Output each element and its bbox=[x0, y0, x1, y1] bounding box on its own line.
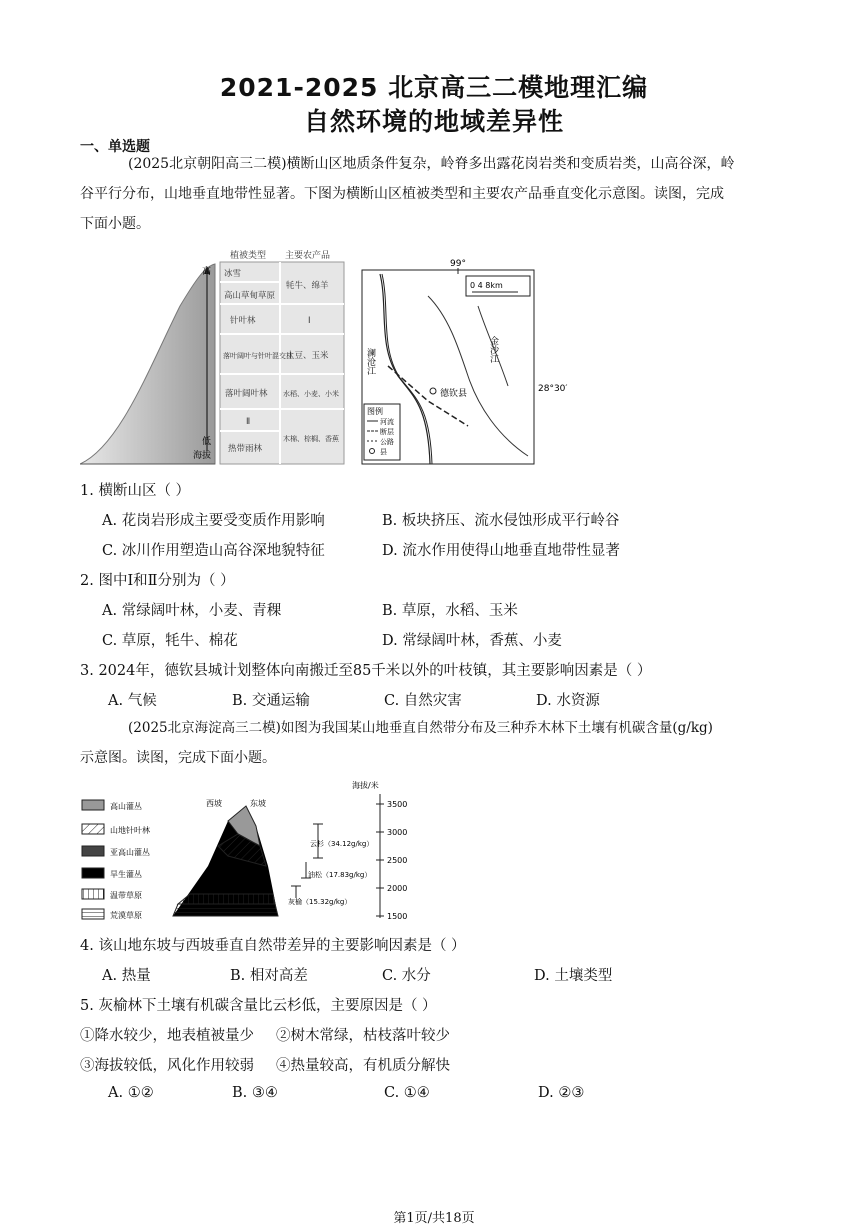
q5-statement-1: ①降水较少，地表植被量少 bbox=[80, 1028, 254, 1044]
tick-3500: 3500 bbox=[387, 800, 408, 809]
tree-spruce: 云杉（34.12g/kg） bbox=[310, 840, 374, 848]
q5-statement-3: ③海拔较低，风化作用较弱 bbox=[80, 1058, 254, 1074]
east-slope-label: 东坡 bbox=[250, 799, 266, 808]
q3-option-d[interactable]: D. 水资源 bbox=[536, 693, 600, 709]
q2-option-d[interactable]: D. 常绿阔叶林，香蕉、小麦 bbox=[382, 633, 562, 649]
map-river2: 金沙江 bbox=[488, 336, 498, 363]
q1-option-a[interactable]: A. 花岗岩形成主要受变质作用影响 bbox=[102, 513, 325, 529]
legend-conifer: 山地针叶林 bbox=[110, 826, 150, 835]
fig1-header-prod: 主要农产品 bbox=[285, 251, 331, 261]
legend-xeric-shrub: 旱生灌丛 bbox=[110, 870, 142, 879]
legend-alpine-shrub: 高山灌丛 bbox=[110, 802, 142, 811]
intro2-line2: 示意图。读图，完成下面小题。 bbox=[80, 750, 276, 766]
q3-stem: 3. 2024年，德钦县城计划整体向南搬迁至85千米以外的叶枝镇，其主要影响因素是（ ） bbox=[80, 663, 652, 679]
q3-option-c[interactable]: C. 自然灾害 bbox=[384, 693, 462, 709]
fig1-header-veg: 植被类型 bbox=[230, 251, 267, 261]
altitude-axis bbox=[276, 778, 416, 924]
tick-3000: 3000 bbox=[387, 828, 408, 837]
intro2-line1: (2025北京海淀高三二模)如图为我国某山地垂直自然带分布及三种乔木林下土壤有机碳含量(g/kg) bbox=[128, 720, 713, 736]
q1-stem: 1. 横断山区（ ） bbox=[80, 483, 191, 499]
q4-option-b[interactable]: B. 相对高差 bbox=[230, 968, 308, 984]
fig1-row2-prod: 牦牛、绵羊 bbox=[286, 281, 329, 291]
fig1-row3-veg: 针叶林 bbox=[230, 316, 256, 326]
q3-option-a[interactable]: A. 气候 bbox=[108, 693, 157, 709]
fig1-row6-veg: Ⅱ bbox=[246, 417, 251, 427]
q5-option-c[interactable]: C. ①④ bbox=[384, 1085, 430, 1101]
intro1-line1: (2025北京朝阳高三二模)横断山区地质条件复杂，岭脊多出露花岗岩类和变质岩类，山高谷深，岭 bbox=[128, 156, 735, 172]
q2-stem: 2. 图中Ⅰ和Ⅱ分别为（ ） bbox=[80, 573, 235, 589]
legend-subalpine-shrub: 亚高山灌丛 bbox=[110, 848, 150, 857]
q1-option-d[interactable]: D. 流水作用使得山地垂直地带性显著 bbox=[382, 543, 620, 559]
q4-option-d[interactable]: D. 土壤类型 bbox=[534, 968, 613, 984]
tick-2500: 2500 bbox=[387, 856, 408, 865]
intro1-line2: 谷平行分布，山地垂直地带性显著。下图为横断山区植被类型和主要农产品垂直变化示意图。读图，完成 bbox=[80, 186, 724, 202]
intro1-line3: 下面小题。 bbox=[80, 216, 150, 232]
page-subtitle: 自然环境的地域差异性 bbox=[303, 107, 564, 136]
fig1-row7-prod: 木棉、棕榈、香蕉 bbox=[283, 435, 339, 443]
fig1-row5-veg: 落叶阔叶林 bbox=[225, 389, 268, 399]
fig1-row2-veg: 高山草甸草原 bbox=[224, 291, 276, 301]
q5-option-d[interactable]: D. ②③ bbox=[538, 1085, 585, 1101]
vegetation-profile-figure bbox=[80, 246, 350, 466]
fig1-row7-veg: 热带雨林 bbox=[228, 444, 263, 454]
fig1-row1-veg: 冰雪 bbox=[224, 269, 242, 279]
tick-1500: 1500 bbox=[387, 912, 408, 921]
q5-option-b[interactable]: B. ③④ bbox=[232, 1085, 278, 1101]
q2-option-c[interactable]: C. 草原，牦牛、棉花 bbox=[102, 633, 238, 649]
fig1-row5-prod: 水稻、小麦、小米 bbox=[283, 390, 339, 398]
fig1-row3-prod: Ⅰ bbox=[308, 316, 311, 326]
map-river1: 澜沧江 bbox=[365, 348, 375, 375]
section-heading: 一、单选题 bbox=[80, 139, 150, 155]
q2-option-b[interactable]: B. 草原，水稻、玉米 bbox=[382, 603, 518, 619]
legend-temperate-steppe: 温带草原 bbox=[110, 891, 142, 900]
q5-statement-2: ②树木常绿，枯枝落叶较少 bbox=[276, 1028, 450, 1044]
q5-statement-4: ④热量较高，有机质分解快 bbox=[276, 1058, 450, 1074]
map-legend-road: 公路 bbox=[380, 438, 394, 446]
q4-stem: 4. 该山地东坡与西坡垂直自然带差异的主要影响因素是（ ） bbox=[80, 938, 466, 954]
fig1-axis-low: 低 bbox=[202, 437, 212, 447]
map-legend-river: 河流 bbox=[380, 418, 394, 426]
west-slope-label: 西坡 bbox=[206, 799, 222, 808]
map-latitude: 28°30′ bbox=[538, 384, 568, 394]
tick-2000: 2000 bbox=[387, 884, 408, 893]
q3-option-b[interactable]: B. 交通运输 bbox=[232, 693, 310, 709]
q5-stem: 5. 灰榆林下土壤有机碳含量比云杉低，主要原因是（ ） bbox=[80, 998, 437, 1014]
q5-option-a[interactable]: A. ①② bbox=[108, 1085, 154, 1101]
hengduan-map-figure bbox=[358, 256, 578, 466]
map-scale: 0 4 8km bbox=[470, 281, 503, 290]
fig1-row4-veg: 落叶阔叶与针叶混交林 bbox=[223, 352, 293, 360]
altitude-axis-title: 海拔/米 bbox=[352, 781, 379, 790]
map-legend-fault: 断层 bbox=[380, 428, 394, 436]
q1-option-c[interactable]: C. 冰川作用塑造山高谷深地貌特征 bbox=[102, 543, 325, 559]
q1-option-b[interactable]: B. 板块挤压、流水侵蚀形成平行岭谷 bbox=[382, 513, 620, 529]
map-longitude: 99° bbox=[450, 259, 466, 269]
q2-option-a[interactable]: A. 常绿阔叶林，小麦、青稞 bbox=[102, 603, 282, 619]
fig1-axis-low2: 海拔 bbox=[193, 451, 212, 461]
fig1-row4-prod: 土豆、玉米 bbox=[286, 351, 329, 361]
page-footer: 第1页/共18页 bbox=[393, 1211, 475, 1226]
map-legend-title: 图例 bbox=[367, 407, 383, 416]
map-legend-county: 县 bbox=[380, 448, 387, 456]
page-title: 2021-2025 北京高三二模地理汇编 bbox=[219, 73, 649, 102]
map-town: 德钦县 bbox=[440, 389, 468, 399]
fig1-axis-high: 高 bbox=[202, 267, 212, 277]
tree-pine: 油松（17.83g/kg） bbox=[308, 871, 372, 879]
q4-option-a[interactable]: A. 热量 bbox=[102, 968, 151, 984]
q4-option-c[interactable]: C. 水分 bbox=[382, 968, 431, 984]
tree-elm: 灰榆（15.32g/kg） bbox=[288, 898, 352, 906]
legend-desert-steppe: 荒漠草原 bbox=[110, 911, 142, 920]
